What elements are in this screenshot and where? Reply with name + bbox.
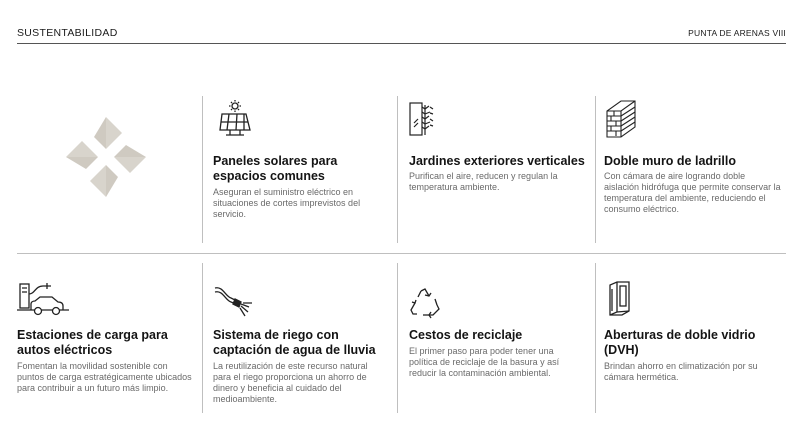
row-divider (17, 253, 786, 254)
feature-title: Estaciones de carga para (17, 328, 168, 342)
solar-panel-icon (216, 100, 254, 138)
feature-title: Paneles solares para (213, 154, 338, 168)
vertical-garden-icon (408, 101, 442, 139)
feature-description: Con cámara de aire logrando doble aislación hidrófuga que permite conservar la temperatura del ambiente, reduciendo el consumo eléctrico. (604, 171, 781, 214)
feature-title: Sistema de riego con (213, 328, 339, 342)
feature-title: Jardines exteriores verticales (409, 154, 585, 168)
feature-description: El primer paso para poder tener una política de reciclaje de la basura y así reducir la contaminación ambiental. (409, 346, 560, 378)
column-divider (202, 263, 203, 413)
ev-charging-icon (17, 280, 69, 320)
brick-wall-icon (603, 99, 639, 139)
feature-description: Brindan ahorro en climatización por su cámara hermética. (604, 361, 758, 382)
header-divider (17, 43, 786, 44)
pinwheel-logo-icon (66, 117, 146, 197)
project-name: PUNTA DE ARENAS VIII (688, 28, 786, 38)
irrigation-hose-icon (213, 284, 253, 318)
feature-title: Cestos de reciclaje (409, 328, 523, 342)
column-divider (595, 96, 596, 243)
feature-description: La reutilización de este recurso natural para el riego proporciona un ahorro de dinero y beneficia al cuidado del medioambiente. (213, 361, 368, 404)
recycle-icon (409, 287, 441, 319)
feature-title: Doble muro de ladrillo (604, 154, 736, 168)
double-glazed-window-icon (607, 281, 633, 317)
feature-description: Fomentan la movilidad sostenible con puntos de carga estratégicamente ubicados para contribuir a un futuro más limpio. (17, 361, 192, 393)
feature-title: Aberturas de doble vidrio (604, 328, 756, 342)
column-divider (397, 96, 398, 243)
feature-description: Purifican el aire, reducen y regulan la temperatura ambiente. (409, 171, 558, 192)
feature-title: captación de agua de lluvia (213, 343, 376, 357)
feature-title: espacios comunes (213, 169, 325, 183)
feature-title: (DVH) (604, 343, 639, 357)
column-divider (397, 263, 398, 413)
column-divider (595, 263, 596, 413)
feature-title: autos eléctricos (17, 343, 113, 357)
column-divider (202, 96, 203, 243)
feature-description: Aseguran el suministro eléctrico en situaciones de cortes imprevistos del servicio. (213, 187, 361, 219)
section-title: SUSTENTABILIDAD (17, 27, 118, 39)
